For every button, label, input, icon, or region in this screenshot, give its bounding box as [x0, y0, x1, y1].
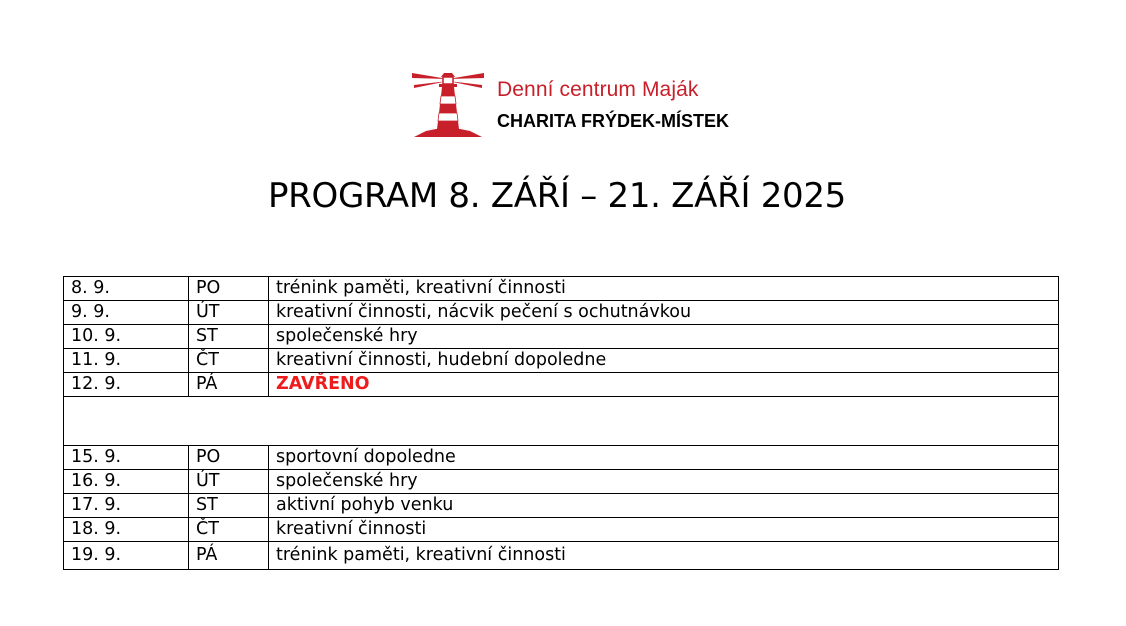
table-row	[64, 325, 1059, 349]
logo	[408, 70, 748, 140]
table-row	[64, 301, 1059, 325]
date-cell: 16. 9.	[64, 470, 189, 494]
date-cell: 9. 9.	[64, 301, 189, 325]
day-cell: PÁ	[189, 542, 269, 570]
date-cell: 18. 9.	[64, 518, 189, 542]
table-row	[64, 494, 1059, 518]
day-cell: ST	[189, 494, 269, 518]
date-cell: 19. 9.	[64, 542, 189, 570]
logo-title: Denní centrum Maják	[497, 78, 699, 101]
date-cell: 17. 9.	[64, 494, 189, 518]
activity-cell: trénink paměti, kreativní činnosti	[269, 542, 1059, 570]
day-cell: ČT	[189, 349, 269, 373]
schedule-table	[63, 276, 1059, 570]
activity-cell: kreativní činnosti, hudební dopoledne	[269, 349, 1059, 373]
weekend-gap-row	[64, 397, 1059, 446]
day-cell: ÚT	[189, 301, 269, 325]
lighthouse-icon	[408, 70, 488, 138]
table-row	[64, 277, 1059, 301]
day-cell: PO	[189, 277, 269, 301]
day-cell: ÚT	[189, 470, 269, 494]
page-title: PROGRAM 8. ZÁŘÍ – 21. ZÁŘÍ 2025	[267, 176, 847, 216]
date-cell: 15. 9.	[64, 446, 189, 470]
table-row	[64, 446, 1059, 470]
date-cell: 8. 9.	[64, 277, 189, 301]
activity-cell: aktivní pohyb venku	[269, 494, 1059, 518]
activity-cell: společenské hry	[269, 325, 1059, 349]
table-row	[64, 373, 1059, 397]
day-cell: ST	[189, 325, 269, 349]
activity-cell: kreativní činnosti, nácvik pečení s ochutnávkou	[269, 301, 1059, 325]
closed-notice: ZAVŘENO	[269, 373, 1059, 397]
day-cell: PO	[189, 446, 269, 470]
empty-cell	[64, 397, 1059, 446]
activity-cell: trénink paměti, kreativní činnosti	[269, 277, 1059, 301]
date-cell: 10. 9.	[64, 325, 189, 349]
logo-subtitle: CHARITA FRÝDEK-MÍSTEK	[497, 111, 729, 131]
activity-cell: společenské hry	[269, 470, 1059, 494]
activity-cell: sportovní dopoledne	[269, 446, 1059, 470]
date-cell: 12. 9.	[64, 373, 189, 397]
date-cell: 11. 9.	[64, 349, 189, 373]
day-cell: ČT	[189, 518, 269, 542]
day-cell: PÁ	[189, 373, 269, 397]
table-row	[64, 470, 1059, 494]
table-row	[64, 542, 1059, 570]
activity-cell: kreativní činnosti	[269, 518, 1059, 542]
table-row	[64, 518, 1059, 542]
table-row	[64, 349, 1059, 373]
